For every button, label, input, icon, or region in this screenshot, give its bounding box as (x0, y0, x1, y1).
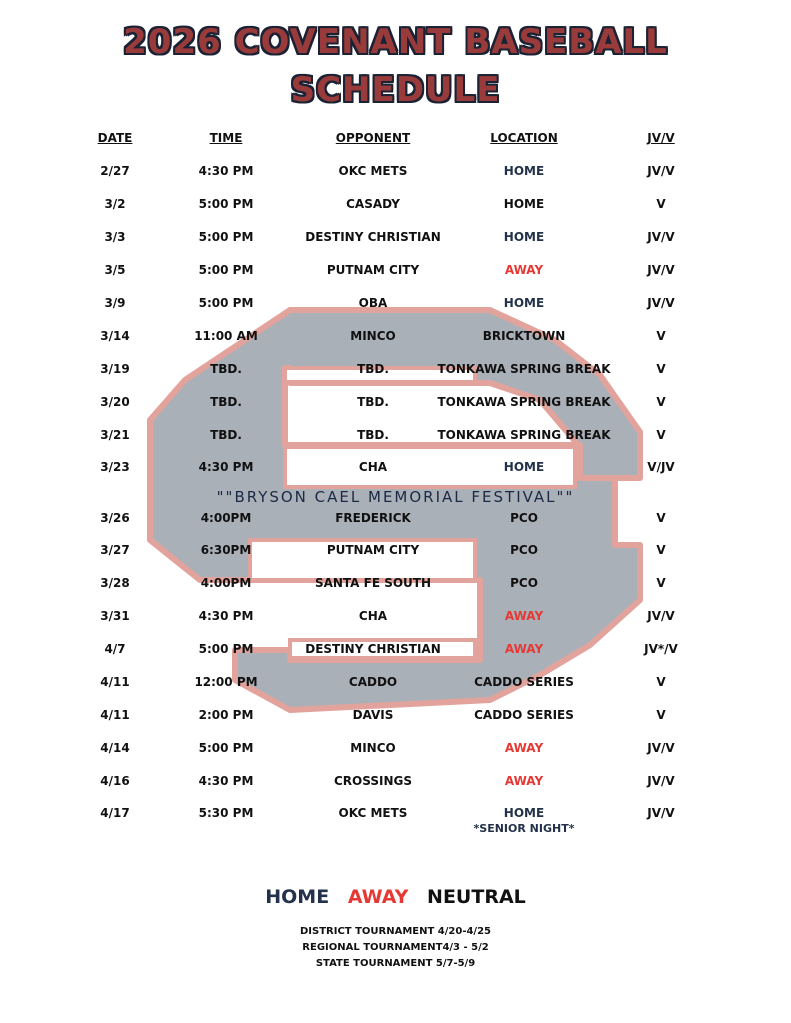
district-tournament: DISTRICT TOURNAMENT 4/20-4/25 (299, 926, 491, 937)
game-row (0, 428, 791, 448)
game-opponent: PUTNAM CITY (326, 543, 420, 557)
game-date: 3/28 (100, 576, 130, 590)
game-opponent: DESTINY CHRISTIAN (305, 642, 441, 656)
game-location: TONKAWA SPRING BREAK (437, 362, 611, 376)
game-date: 3/26 (100, 511, 130, 525)
game-date: 3/20 (100, 395, 130, 409)
game-time: 4:30 PM (198, 609, 254, 623)
senior-night-note: *SENIOR NIGHT* (473, 822, 575, 835)
header-date: DATE (97, 131, 133, 145)
game-row (0, 296, 791, 316)
game-location: TONKAWA SPRING BREAK (437, 395, 611, 409)
game-row (0, 741, 791, 761)
game-level: JV/V (647, 806, 675, 820)
festival-banner: ""BRYSON CAEL MEMORIAL FESTIVAL"" (216, 488, 575, 506)
game-opponent: TBD. (357, 395, 389, 409)
header-location: LOCATION (490, 131, 558, 145)
game-row (0, 263, 791, 283)
game-location: CADDO SERIES (474, 675, 574, 689)
game-row (0, 460, 791, 480)
game-row (0, 774, 791, 794)
game-location: HOME (503, 460, 545, 474)
game-date: 4/16 (100, 774, 130, 788)
game-opponent: TBD. (357, 428, 389, 442)
game-time: 5:00 PM (198, 197, 254, 211)
game-time: 6:30PM (200, 543, 252, 557)
game-level: JV/V (647, 230, 675, 244)
game-level: JV/V (647, 774, 675, 788)
game-opponent: OKC METS (338, 806, 408, 820)
game-time: TBD. (210, 428, 242, 442)
game-date: 3/23 (100, 460, 130, 474)
game-opponent: DAVIS (352, 708, 394, 722)
game-location: TONKAWA SPRING BREAK (437, 428, 611, 442)
game-level: JV/V (647, 164, 675, 178)
game-time: 4:30 PM (198, 774, 254, 788)
game-row (0, 576, 791, 596)
game-opponent: TBD. (357, 362, 389, 376)
game-row (0, 708, 791, 728)
game-opponent: CHA (358, 609, 388, 623)
game-row (0, 642, 791, 662)
legend-away: AWAY (347, 886, 409, 908)
game-level: JV/V (647, 741, 675, 755)
game-date: 4/7 (104, 642, 126, 656)
game-opponent: CADDO (348, 675, 398, 689)
game-time: 4:30 PM (198, 164, 254, 178)
page-title-line-1: 2026 COVENANT BASEBALL (123, 22, 668, 62)
game-time: 5:00 PM (198, 230, 254, 244)
game-opponent: OBA (358, 296, 388, 310)
game-level: JV/V (647, 296, 675, 310)
game-level: V (656, 197, 666, 211)
game-time: 5:30 PM (198, 806, 254, 820)
game-level: V (656, 395, 666, 409)
game-location: HOME (503, 806, 545, 820)
game-row (0, 230, 791, 250)
game-row (0, 806, 791, 826)
game-date: 4/17 (100, 806, 130, 820)
game-date: 3/19 (100, 362, 130, 376)
game-location: PCO (510, 511, 538, 525)
game-location: AWAY (504, 609, 544, 623)
game-location: HOME (503, 230, 545, 244)
legend-home: HOME (265, 886, 330, 908)
game-level: V (656, 362, 666, 376)
game-date: 4/11 (100, 675, 130, 689)
game-location: AWAY (504, 741, 544, 755)
game-location: HOME (503, 197, 545, 211)
game-row (0, 675, 791, 695)
game-time: TBD. (210, 362, 242, 376)
game-location: CADDO SERIES (474, 708, 574, 722)
game-level: V/JV (647, 460, 675, 474)
game-date: 2/27 (100, 164, 130, 178)
game-date: 3/3 (104, 230, 126, 244)
game-level: V (656, 511, 666, 525)
game-date: 4/11 (100, 708, 130, 722)
game-time: 11:00 AM (194, 329, 258, 343)
game-time: 4:30 PM (198, 460, 254, 474)
game-row (0, 511, 791, 531)
game-location: AWAY (504, 642, 544, 656)
game-opponent: MINCO (350, 329, 396, 343)
game-opponent: DESTINY CHRISTIAN (305, 230, 441, 244)
game-date: 3/2 (104, 197, 126, 211)
game-time: 4:00PM (200, 511, 252, 525)
game-level: JV*/V (644, 642, 678, 656)
header-time: TIME (209, 131, 243, 145)
game-location: AWAY (504, 774, 544, 788)
game-date: 3/9 (104, 296, 126, 310)
game-row (0, 543, 791, 563)
game-level: V (656, 708, 666, 722)
game-opponent: MINCO (350, 741, 396, 755)
game-location: PCO (510, 576, 538, 590)
game-date: 3/31 (100, 609, 130, 623)
game-opponent: CHA (358, 460, 388, 474)
game-date: 4/14 (100, 741, 130, 755)
game-level: V (656, 329, 666, 343)
legend-neutral: NEUTRAL (427, 886, 526, 908)
game-opponent: SANTA FE SOUTH (314, 576, 432, 590)
game-level: V (656, 543, 666, 557)
game-time: 12:00 PM (194, 675, 258, 689)
state-tournament: STATE TOURNAMENT 5/7-5/9 (315, 958, 476, 969)
game-time: 5:00 PM (198, 741, 254, 755)
game-row (0, 395, 791, 415)
game-time: TBD. (210, 395, 242, 409)
game-location: HOME (503, 164, 545, 178)
game-row (0, 164, 791, 184)
game-location: PCO (510, 543, 538, 557)
game-level: V (656, 675, 666, 689)
game-opponent: PUTNAM CITY (326, 263, 420, 277)
game-time: 5:00 PM (198, 296, 254, 310)
game-time: 5:00 PM (198, 642, 254, 656)
game-location: HOME (503, 296, 545, 310)
game-opponent: OKC METS (338, 164, 408, 178)
game-date: 3/21 (100, 428, 130, 442)
game-level: V (656, 428, 666, 442)
game-location: BRICKTOWN (482, 329, 566, 343)
game-level: JV/V (647, 263, 675, 277)
game-location: AWAY (504, 263, 544, 277)
game-level: V (656, 576, 666, 590)
regional-tournament: REGIONAL TOURNAMENT4/3 - 5/2 (302, 942, 489, 953)
game-row (0, 197, 791, 217)
page-title-line-2: SCHEDULE (290, 70, 501, 110)
game-opponent: CASADY (346, 197, 400, 211)
game-time: 5:00 PM (198, 263, 254, 277)
game-opponent: FREDERICK (335, 511, 411, 525)
header-opponent: OPPONENT (335, 131, 411, 145)
game-date: 3/5 (104, 263, 126, 277)
game-level: JV/V (647, 609, 675, 623)
game-row (0, 362, 791, 382)
game-date: 3/14 (100, 329, 130, 343)
game-time: 4:00PM (200, 576, 252, 590)
game-time: 2:00 PM (198, 708, 254, 722)
header-level: JV/V (647, 131, 675, 145)
location-legend (0, 886, 791, 908)
game-row (0, 329, 791, 349)
game-row (0, 609, 791, 629)
game-date: 3/27 (100, 543, 130, 557)
game-opponent: CROSSINGS (334, 774, 412, 788)
schedule-header (0, 131, 791, 151)
